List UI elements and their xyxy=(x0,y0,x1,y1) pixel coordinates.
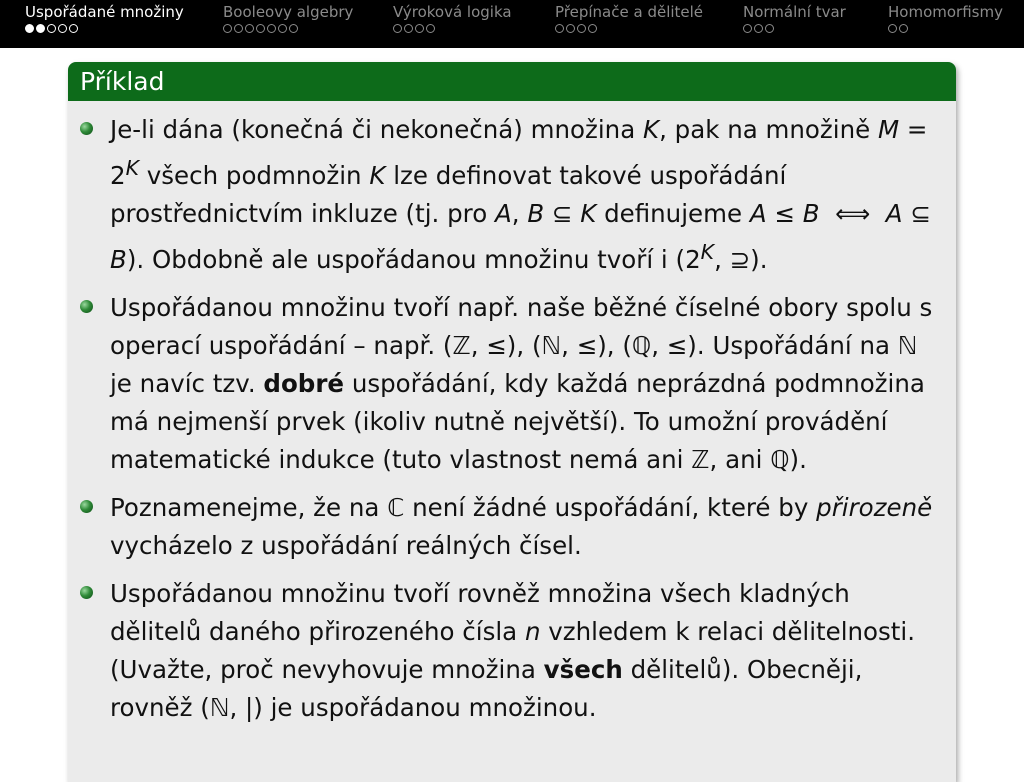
nav-section-label[interactable]: Výroková logika xyxy=(393,3,512,21)
nav-section-4[interactable] xyxy=(555,2,703,33)
bullet-icon xyxy=(80,500,93,513)
nav-section-2[interactable] xyxy=(223,2,353,33)
frame-dot-icon[interactable] xyxy=(256,24,265,33)
frame-dot-icon[interactable] xyxy=(36,24,45,33)
list-item xyxy=(110,289,942,479)
nav-section-1[interactable] xyxy=(25,2,184,33)
list-item xyxy=(110,111,942,279)
frame-dots xyxy=(555,24,703,33)
frame-dot-icon[interactable] xyxy=(577,24,586,33)
bullet-icon xyxy=(80,300,93,313)
list-item-text: Uspořádanou množinu tvoří rovněž množina všech kladných dělitelů daného přirozeného čísla n vzhledem k relaci dělitelnosti.(Uvažte, proč nevyhovuje množina všech dělitelů). Obecněji, rovněž (ℕ, |) je uspořádanou množinou. xyxy=(110,579,916,723)
section-navigation-bar xyxy=(0,0,1024,48)
nav-section-label[interactable]: Booleovy algebry xyxy=(223,3,354,21)
frame-dot-icon[interactable] xyxy=(58,24,67,33)
frame-dot-icon[interactable] xyxy=(25,24,34,33)
frame-dots xyxy=(393,24,512,33)
frame-dot-icon[interactable] xyxy=(278,24,287,33)
block-body xyxy=(68,101,956,727)
frame-dot-icon[interactable] xyxy=(245,24,254,33)
frame-dots xyxy=(888,24,1003,33)
frame-dot-icon[interactable] xyxy=(765,24,774,33)
frame-dot-icon[interactable] xyxy=(393,24,402,33)
frame-dot-icon[interactable] xyxy=(743,24,752,33)
list-item-text: Poznamenejme, že na ℂ není žádné uspořádání, které by přirozeně vycházelo z uspořádání reálných čísel. xyxy=(110,493,933,561)
nav-section-label[interactable]: Uspořádané množiny xyxy=(25,3,184,21)
nav-section-label[interactable]: Přepínače a dělitelé xyxy=(555,3,704,21)
frame-dots xyxy=(25,24,184,33)
example-block xyxy=(68,62,956,782)
frame-dot-icon[interactable] xyxy=(555,24,564,33)
nav-section-label[interactable]: Homomorfismy xyxy=(888,3,1003,21)
frame-dot-icon[interactable] xyxy=(289,24,298,33)
frame-dot-icon[interactable] xyxy=(267,24,276,33)
frame-dot-icon[interactable] xyxy=(234,24,243,33)
frame-dot-icon[interactable] xyxy=(566,24,575,33)
frame-dot-icon[interactable] xyxy=(426,24,435,33)
frame-dot-icon[interactable] xyxy=(69,24,78,33)
frame-dots xyxy=(223,24,353,33)
bullet-icon xyxy=(80,122,93,135)
nav-section-3[interactable] xyxy=(393,2,512,33)
frame-dot-icon[interactable] xyxy=(888,24,897,33)
block-title: Příklad xyxy=(68,62,956,101)
list-item-text: Uspořádanou množinu tvoří např. naše běžné číselné obory spolu s operací uspořádání – např. (ℤ, ≤), (ℕ, ≤), (ℚ, ≤). Uspořádání na ℕ je navíc tzv. dobré uspořádání, kdy každá neprázdná podmnožina má nejmenší prvek (ikoliv nutně největší). To umožní provádění matematické indukce (tuto vlastnost nemá ani ℤ, ani ℚ). xyxy=(110,293,933,475)
frame-dot-icon[interactable] xyxy=(404,24,413,33)
frame-dot-icon[interactable] xyxy=(47,24,56,33)
nav-section-label[interactable]: Normální tvar xyxy=(743,3,846,21)
frame-dot-icon[interactable] xyxy=(588,24,597,33)
frame-dot-icon[interactable] xyxy=(415,24,424,33)
list-item-text: Je-li dána (konečná či nekonečná) množina K, pak na množině $M = 2^K$ všech podmnožin K lze definovat takové uspořádání prostřednictvím inkluze (tj. pro A, B ⊆ K definujeme A ≤ B ⟺ A ⊆ B). Obdobně ale uspořádanou množinu tvoří i ($2^K$, ⊇). xyxy=(110,115,931,275)
frame-dot-icon[interactable] xyxy=(223,24,232,33)
frame-dots xyxy=(743,24,846,33)
frame-dot-icon[interactable] xyxy=(754,24,763,33)
list-item xyxy=(110,489,942,565)
bullet-icon xyxy=(80,586,93,599)
nav-section-6[interactable] xyxy=(888,2,1003,33)
frame-dot-icon[interactable] xyxy=(899,24,908,33)
nav-section-5[interactable] xyxy=(743,2,846,33)
list-item xyxy=(110,575,942,727)
